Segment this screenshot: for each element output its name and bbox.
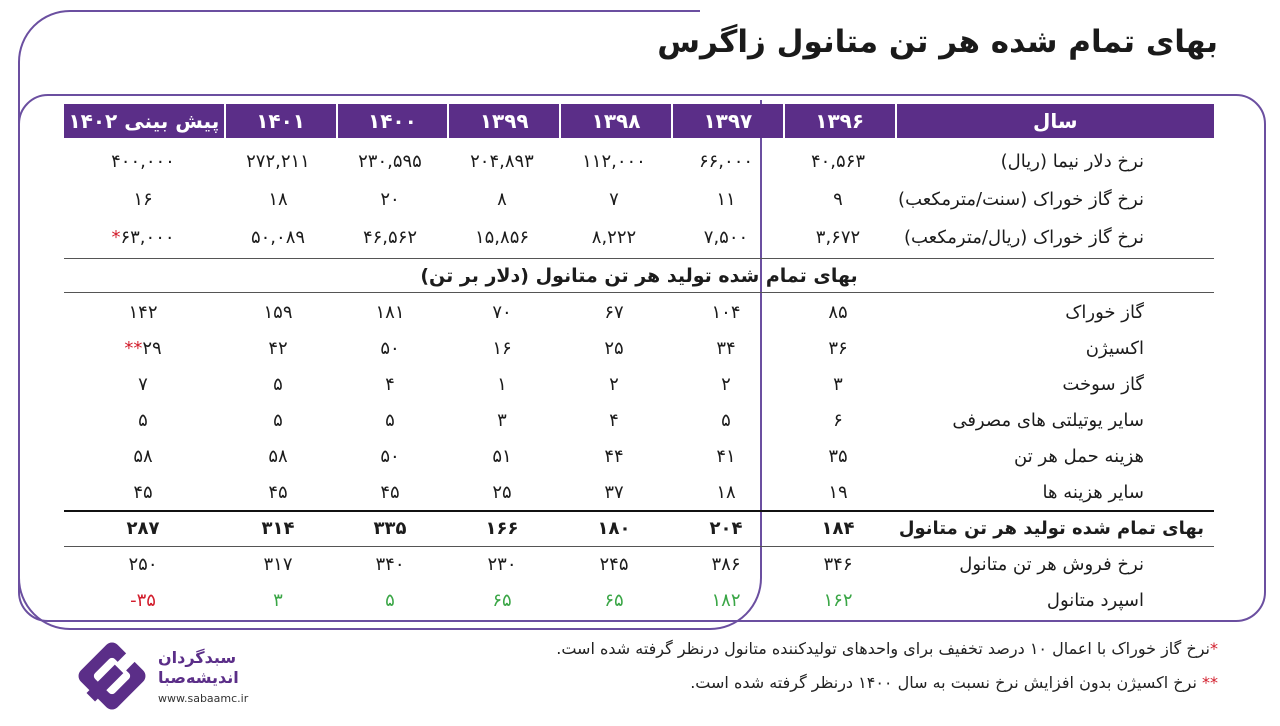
cost-table (64, 104, 1214, 620)
cell-positive: ۵ (385, 589, 395, 611)
cell: ۴۵ (133, 481, 153, 503)
footnote-text: نرخ گاز خوراک با اعمال ۱۰ درصد تخفیف برای واحدهای تولیدکننده متانول درنظر گرفته شده است. (556, 639, 1210, 658)
table-row (64, 546, 1214, 582)
cell: ۵۰,۰۸۹ (250, 226, 306, 248)
cell: ۷ (138, 373, 148, 395)
cell: ۳۱۷ (263, 553, 293, 575)
footnote-mark: ** (1202, 673, 1218, 692)
row-label: گاز خوراک (1065, 301, 1144, 323)
footnotes (556, 634, 1218, 702)
cell: ۳۶ (828, 337, 848, 359)
footnote-mark: * (1210, 639, 1218, 658)
cell: ۸۵ (828, 301, 848, 323)
row-label: بهای تمام شده تولید هر تن متانول (898, 517, 1204, 539)
cell-positive: ۳ (273, 589, 283, 611)
cell: ۳۴ (716, 337, 736, 359)
cell: ۱۴۲ (128, 301, 158, 323)
cell: ۳۸۶ (711, 553, 741, 575)
row-label: نرخ گاز خوراک (ریال/مترمکعب) (903, 226, 1144, 248)
cell-positive: ۱۶۲ (823, 589, 853, 611)
cell: ۱۸۱ (375, 301, 405, 323)
cell: ۳ (497, 409, 507, 431)
divider (64, 292, 1214, 293)
header-year: ۱۳۹۶ (785, 104, 895, 138)
cell-value: ۲۹ (142, 337, 162, 359)
cell: ۵۰ (380, 445, 400, 467)
cell-positive: ۶۵ (604, 589, 624, 611)
row-label: اکسیژن (1085, 337, 1144, 359)
page-title: بهای تمام شده هر تن متانول زاگرس (657, 24, 1218, 60)
cell: ۱۸ (716, 481, 736, 503)
cell: ۱۸۰ (597, 517, 631, 539)
cell: ۷ (609, 188, 619, 210)
row-label: نرخ فروش هر تن متانول (959, 553, 1144, 575)
table-row (64, 438, 1214, 474)
cell: ۳۷ (604, 481, 624, 503)
divider (64, 258, 1214, 259)
table-row (64, 330, 1214, 366)
header-year: ۱۳۹۸ (561, 104, 671, 138)
cell (64, 227, 222, 248)
cell: ۱۹ (828, 481, 848, 503)
row-label: سایر هزینه ها (1042, 481, 1144, 503)
cell: ۴۰,۵۶۳ (810, 150, 866, 172)
cell: ۱۶ (133, 188, 153, 210)
cell: ۱۵۹ (263, 301, 293, 323)
cell: ۵ (385, 409, 395, 431)
brand-name (158, 648, 248, 705)
cell: ۲۵ (604, 337, 624, 359)
header-year: ۱۳۹۹ (449, 104, 559, 138)
cell: ۲۰۴ (709, 517, 743, 539)
cell: ۲۷۲,۲۱۱ (246, 150, 310, 172)
brand-line-1: سبدگردان (158, 648, 237, 667)
cell: ۲۸۷ (126, 517, 160, 539)
table-row (64, 366, 1214, 402)
cell: ۴۶,۵۶۲ (362, 226, 418, 248)
section-title: بهای تمام شده تولید هر تن متانول (دلار بر تن) (420, 265, 858, 287)
cell: ۴۵ (268, 481, 288, 503)
row-label: هزینه حمل هر تن (1014, 445, 1144, 467)
header-year: ۱۳۹۷ (673, 104, 783, 138)
cell: ۵۱ (492, 445, 512, 467)
cell: ۱۶ (492, 337, 512, 359)
header-forecast: پیش بینی ۱۴۰۲ (64, 104, 224, 138)
cell: ۳۴۶ (823, 553, 853, 575)
cell: ۶۷ (604, 301, 624, 323)
cell: ۳۱۴ (261, 517, 295, 539)
footnote-text: نرخ اکسیژن بدون افزایش نرخ نسبت به سال ۱۴۰۰ درنظر گرفته شده است. (690, 673, 1202, 692)
table-row-total (64, 510, 1214, 546)
footnote-mark: ** (124, 337, 143, 359)
table-row (64, 218, 1214, 256)
cell: ۲۵۰ (128, 553, 158, 575)
cell-positive: ۶۵ (492, 589, 512, 611)
cell: ۲ (609, 373, 619, 395)
cell: ۱۵,۸۵۶ (474, 226, 530, 248)
header-year-label: سال (897, 104, 1214, 138)
cell: ۲۳۰ (487, 553, 517, 575)
header-year: ۱۴۰۱ (226, 104, 336, 138)
cell: ۴۴ (604, 445, 624, 467)
row-label: اسپرد متانول (1046, 589, 1144, 611)
cell: ۶ (833, 409, 843, 431)
cell: ۷,۵۰۰ (703, 226, 749, 248)
cell: ۴ (385, 373, 395, 395)
cell: ۵۸ (133, 445, 153, 467)
cell: ۲۳۰,۵۹۵ (358, 150, 422, 172)
cell: ۱۱۲,۰۰۰ (582, 150, 646, 172)
cell: ۵ (273, 409, 283, 431)
cell: ۴۲ (268, 337, 288, 359)
cell: ۳,۶۷۲ (815, 226, 861, 248)
table-row (64, 142, 1214, 180)
cell: ۱۶۶ (485, 517, 519, 539)
brand-url: www.sabaamc.ir (158, 692, 249, 705)
cell: ۸ (497, 188, 507, 210)
row-label: نرخ دلار نیما (ریال) (1000, 150, 1144, 172)
cell: ۲ (721, 373, 731, 395)
cell: ۹ (833, 188, 843, 210)
table-row (64, 180, 1214, 218)
cell: ۲۴۵ (599, 553, 629, 575)
cell (64, 338, 222, 359)
cell-negative: -۳۵ (130, 589, 156, 611)
cell: ۵ (273, 373, 283, 395)
table-row (64, 294, 1214, 330)
cell: ۴۱ (716, 445, 736, 467)
table-header (64, 104, 1214, 138)
cell: ۵۸ (268, 445, 288, 467)
cell: ۵۰ (380, 337, 400, 359)
cell: ۲۰۴,۸۹۳ (470, 150, 534, 172)
cell: ۱۱ (716, 188, 736, 210)
table-row (64, 474, 1214, 510)
cell: ۴ (609, 409, 619, 431)
cell: ۵ (721, 409, 731, 431)
cell: ۱۸۴ (821, 517, 855, 539)
row-label: نرخ گاز خوراک (سنت/مترمکعب) (898, 188, 1144, 210)
footnote-mark: * (111, 226, 121, 248)
table-row (64, 582, 1214, 618)
table-row (64, 402, 1214, 438)
footnote-2 (556, 668, 1218, 702)
row-label: سایر یوتیلتی های مصرفی (952, 409, 1144, 431)
cell: ۶۶,۰۰۰ (698, 150, 754, 172)
cell: ۴۰۰,۰۰۰ (111, 150, 175, 172)
cell: ۴۵ (380, 481, 400, 503)
brand-logo-icon (72, 636, 152, 716)
cell-value: ۶۳,۰۰۰ (120, 226, 175, 248)
cell: ۲۰ (380, 188, 400, 210)
cell: ۳۳۵ (373, 517, 407, 539)
cell: ۳۵ (828, 445, 848, 467)
cell-positive: ۱۸۲ (711, 589, 741, 611)
cell: ۳ (833, 373, 843, 395)
brand-line-2: اندیشه‌صبا (158, 668, 239, 687)
footnote-1 (556, 634, 1218, 668)
cell: ۱۸ (268, 188, 288, 210)
cell: ۸,۲۲۲ (591, 226, 637, 248)
cell: ۳۴۰ (375, 553, 405, 575)
cell: ۷۰ (492, 301, 512, 323)
cell: ۲۵ (492, 481, 512, 503)
cell: ۱۰۴ (711, 301, 741, 323)
cell: ۵ (138, 409, 148, 431)
header-year: ۱۴۰۰ (338, 104, 448, 138)
cell: ۱ (497, 373, 507, 395)
row-label: گاز سوخت (1062, 373, 1144, 395)
